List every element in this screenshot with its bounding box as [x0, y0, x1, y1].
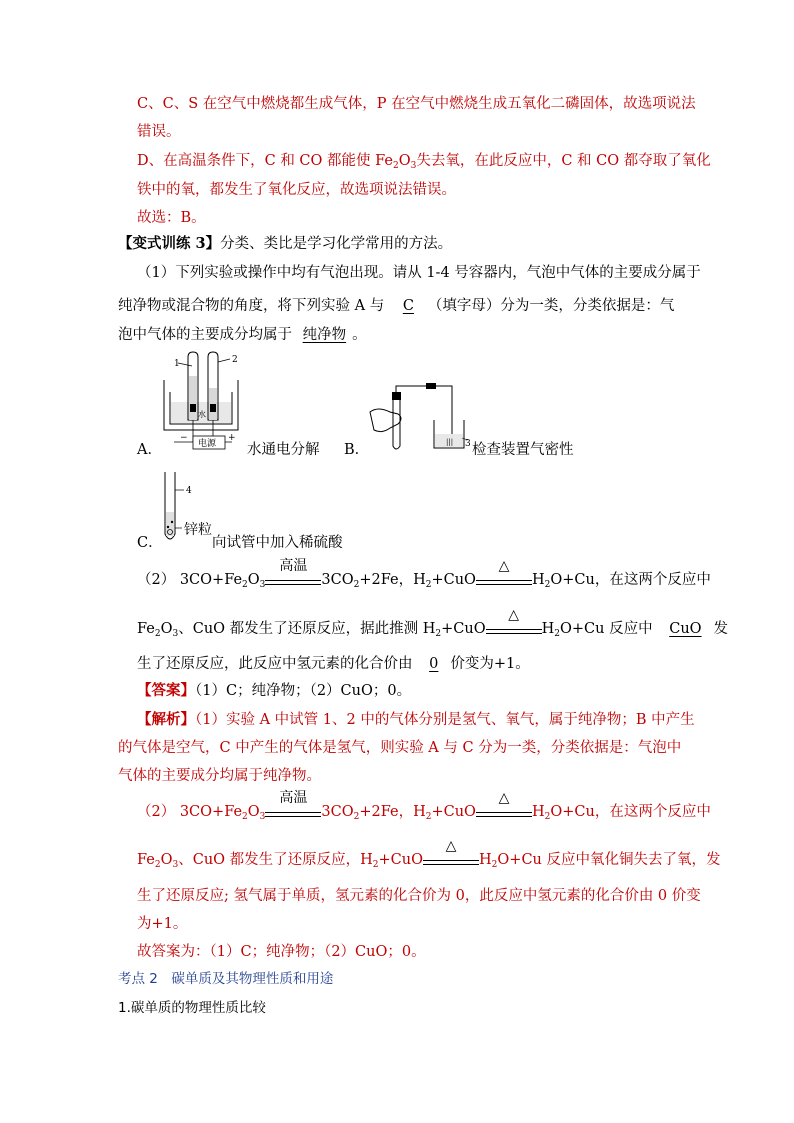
- reaction-arrow-heat-2: △: [486, 619, 542, 639]
- exp-line-6: 生了还原反应; 氢气属于单质，氢元素的化合价为 0，此反应中氢元素的化合价由 0 价变: [137, 888, 701, 904]
- prev-line-1: C、C、S 在空气中燃烧都生成气体，P 在空气中燃烧生成五氧化二磷固体，故选项说法: [137, 96, 696, 112]
- svg-text:+: +: [228, 433, 236, 443]
- prev-line-4: 铁中的氧，都发生了氧化反应，故选项说法错误。: [137, 182, 456, 198]
- electrolysis-figure: [160, 352, 246, 456]
- fig-c-caption: 向试管中加入稀硫酸: [212, 535, 343, 551]
- zinc-label: 锌粒: [184, 522, 212, 538]
- svg-text:|||: |||: [446, 438, 454, 446]
- reaction-arrow-heat: △: [476, 570, 532, 590]
- q2-line-1: （2） $3CO+Fe_2O_3$ 高温 $3CO_2+2Fe$，$H_2+CuO$ △ $H_2O+Cu$，在这两个反应中: [137, 558, 711, 590]
- fig-b-caption: 检查装置气密性: [472, 442, 574, 458]
- fig-c-letter: C．: [137, 535, 163, 551]
- final-answer: 故答案为：（1）C；纯净物；（2）CuO；0。: [137, 944, 426, 960]
- q1-blank-2: 纯净物: [302, 327, 347, 343]
- q2-blank-1: CuO: [669, 621, 702, 637]
- exp-line-1: 【解析】（1）实验 A 中试管 1、2 中的气体分别是氢气、氧气，属于纯净物；B 中产生: [137, 711, 695, 728]
- subsection-heading: 1.碳单质的物理性质比较: [118, 1000, 266, 1016]
- q2-line-2: $Fe_2O_3$、CuO 都发生了还原反应，据此推测 $H_2+CuO$ △ $H_2O+Cu$ 反应中 CuO 发: [137, 607, 729, 639]
- answer-line: 【答案】（1）C；纯净物；（2）CuO；0。: [137, 682, 412, 699]
- fig-b-letter: B．: [344, 442, 370, 458]
- reaction-arrow-high-temp: 高温: [265, 570, 321, 590]
- fig-c-num: 4: [186, 486, 192, 496]
- exp-line-5: $Fe_2O_3$、CuO 都发生了还原反应，$H_2+CuO$ △ $H_2O+Cu$ 反应中氧化铜失去了氧，发: [137, 838, 721, 870]
- exp-line-7: 为+1。: [137, 916, 188, 932]
- fig-a-letter: A．: [137, 442, 162, 458]
- fig-b-num: 3: [465, 439, 471, 449]
- q2-blank-2: 0: [429, 656, 439, 672]
- fig-a-num-1: 1: [174, 359, 180, 369]
- fig-a-water-label: 水: [198, 410, 206, 419]
- kaodian-heading: 考点 2 碳单质及其物理性质和用途: [118, 971, 334, 987]
- exp-line-2: 的气体是空气，C 中产生的气体是氢气，则实验 A 与 C 分为一类，分类依据是：气泡中: [118, 740, 682, 756]
- q1-line-3: 泡中气体的主要成分均属于 纯净物 。: [118, 327, 367, 343]
- exp-line-4: （2） $3CO+Fe_2O_3$ 高温 $3CO_2+2Fe$，$H_2+CuO$ △ $H_2O+Cu$，在这两个反应中: [137, 790, 711, 822]
- exp-arrow-heat: △: [476, 802, 532, 822]
- airtightness-figure: [368, 382, 470, 456]
- exp-arrow-high-temp: 高温: [265, 802, 321, 822]
- exp-arrow-heat-2: △: [423, 850, 479, 870]
- fig-a-power-label: 电源: [198, 439, 217, 449]
- q1-line-2: 纯净物或混合物的角度，将下列实验 A 与 C （填字母）分为一类，分类依据是：气: [118, 298, 675, 314]
- svg-text:−: −: [180, 433, 188, 443]
- prev-line-3: D、在高温条件下，C 和 CO 都能使 $Fe_2O_3$失去氧，在此反应中，C 和 CO 都夺取了氧化: [137, 153, 711, 171]
- variant-heading: 【变式训练 3】分类、类比是学习化学常用的方法。: [118, 235, 453, 252]
- fig-a-num-2: 2: [232, 355, 238, 365]
- q1-line-1: （1）下列实验或操作中均有气泡出现。请从 1-4 号容器内，气泡中气体的主要成分属于: [137, 265, 701, 281]
- prev-line-2: 错误。: [137, 124, 181, 140]
- exp-line-3: 气体的主要成分均属于纯净物。: [118, 768, 321, 784]
- q2-line-3: 生了还原反应，此反应中氢元素的化合价由 0 价变为+1。: [137, 656, 530, 672]
- fig-a-caption: 水通电分解: [247, 442, 320, 458]
- q1-blank-1: C: [402, 298, 414, 314]
- prev-answer: 故选：B。: [137, 210, 206, 226]
